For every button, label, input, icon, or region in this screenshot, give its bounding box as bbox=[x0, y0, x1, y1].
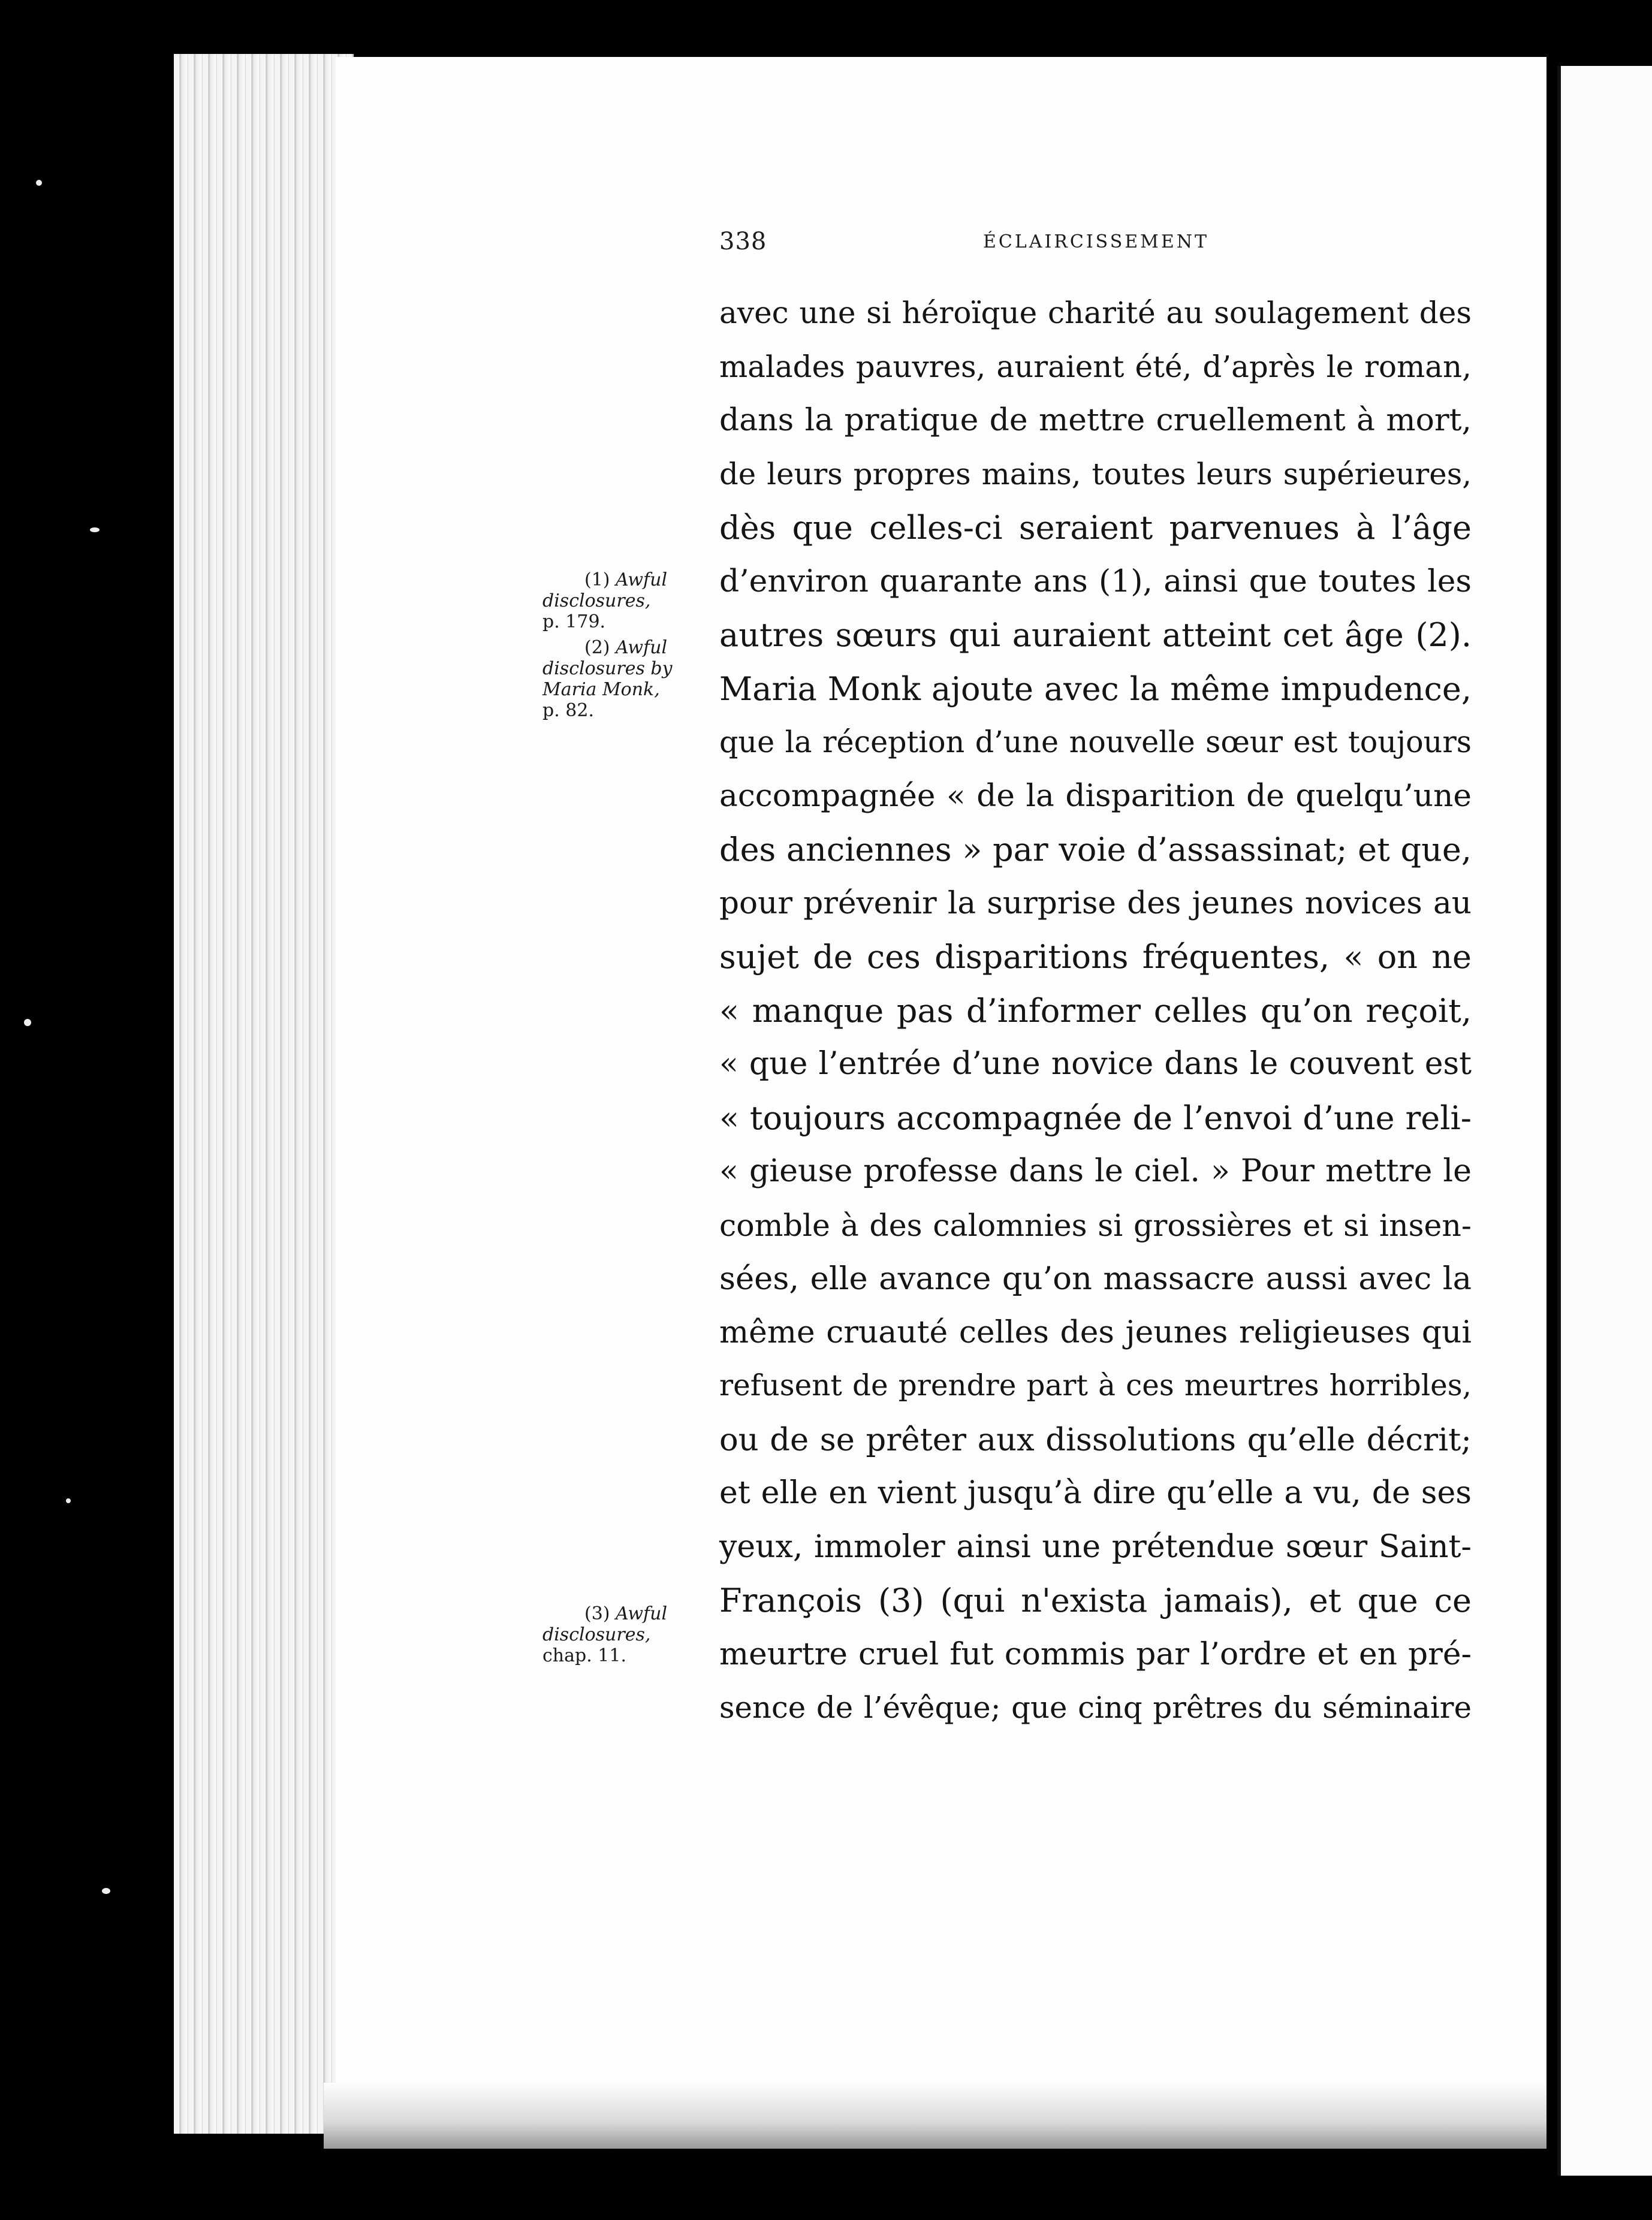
text-line: dans la pratique de mettre cruellement à mort, bbox=[719, 402, 1472, 438]
text-line: accompagnée « de la disparition de quelqu’une bbox=[719, 777, 1472, 814]
text-line: sujet de ces disparitions fréquentes, « on ne bbox=[719, 938, 1472, 976]
dust-speck bbox=[66, 1498, 71, 1503]
note-page-ref: p. 82. bbox=[542, 700, 594, 721]
page-number: 338 bbox=[719, 228, 767, 255]
dust-speck bbox=[24, 1019, 31, 1026]
page-bottom-shadow bbox=[324, 2083, 1547, 2149]
note-marker: (3) bbox=[584, 1603, 610, 1624]
text-line: François (3) (qui n'exista jamais), et que ce bbox=[719, 1582, 1472, 1619]
text-line: des anciennes » par voie d’assassinat; et que, bbox=[719, 831, 1472, 868]
note-author: Maria Monk, bbox=[542, 679, 660, 700]
text-line: avec une si héroïque charité au soulagement des bbox=[719, 295, 1472, 330]
text-line: « toujours accompagnée de l’envoi d’une reli- bbox=[719, 1099, 1472, 1137]
text-line: ou de se prêter aux dissolutions qu’elle décrit; bbox=[719, 1421, 1472, 1458]
side-note-3 bbox=[542, 1603, 716, 1666]
page-header bbox=[719, 228, 1210, 264]
text-line: dès que celles-ci seraient parvenues à l’âge bbox=[719, 509, 1472, 547]
dust-speck bbox=[102, 1888, 110, 1894]
note-title: Awful bbox=[616, 1603, 668, 1624]
text-line: même cruauté celles des jeunes religieuses qui bbox=[719, 1314, 1472, 1350]
running-head: ÉCLAIRCISSEMENT bbox=[983, 231, 1210, 252]
note-marker: (2) bbox=[584, 637, 610, 658]
note-title: Awful bbox=[616, 569, 668, 590]
text-line: et elle en vient jusqu’à dire qu’elle a vu, de ses bbox=[719, 1475, 1472, 1511]
text-line: yeux, immoler ainsi une prétendue sœur Saint- bbox=[719, 1528, 1472, 1565]
note-chapter-ref: chap. 11. bbox=[542, 1645, 626, 1666]
note-title: disclosures by bbox=[542, 658, 673, 679]
text-line: meurtre cruel fut commis par l’ordre et en pré- bbox=[719, 1636, 1472, 1672]
text-line: pour prévenir la surprise des jeunes novices au bbox=[719, 885, 1472, 921]
note-title: disclosures, bbox=[542, 590, 651, 611]
note-title: disclosures, bbox=[542, 1624, 651, 1645]
page-block-fore-edge bbox=[174, 54, 354, 2134]
text-line: de leurs propres mains, toutes leurs supérieures, bbox=[719, 456, 1472, 491]
note-page-ref: p. 179. bbox=[542, 611, 606, 632]
dust-speck bbox=[36, 180, 42, 186]
text-line: sence de l’évêque; que cinq prêtres du séminaire bbox=[719, 1690, 1472, 1725]
text-line: « que l’entrée d’une novice dans le couvent est bbox=[719, 1046, 1472, 1082]
text-line: sées, elle avance qu’on massacre aussi avec la bbox=[719, 1260, 1472, 1297]
facing-page-edge bbox=[1557, 66, 1652, 2176]
side-note-1 bbox=[542, 569, 716, 632]
text-line: refusent de prendre part à ces meurtres horribles, bbox=[719, 1369, 1472, 1402]
side-note-2 bbox=[542, 637, 716, 721]
dust-speck bbox=[90, 527, 100, 532]
text-line: Maria Monk ajoute avec la même impudence, bbox=[719, 669, 1472, 708]
side-notes-top bbox=[542, 569, 716, 726]
text-line: autres sœurs qui auraient atteint cet âge (2). bbox=[719, 616, 1472, 654]
side-notes-bottom bbox=[542, 1603, 716, 1671]
text-line: « manque pas d’informer celles qu’on reçoit, bbox=[719, 991, 1472, 1030]
text-line: que la réception d’une nouvelle sœur est toujours bbox=[719, 725, 1472, 759]
note-marker: (1) bbox=[584, 569, 610, 590]
text-line: comble à des calomnies si grossières et si insen- bbox=[719, 1207, 1472, 1243]
note-title: Awful bbox=[616, 637, 668, 658]
text-line: d’environ quarante ans (1), ainsi que toutes les bbox=[719, 563, 1472, 599]
text-line: « gieuse professe dans le ciel. » Pour mettre le bbox=[719, 1153, 1472, 1189]
body-text bbox=[719, 286, 1472, 1735]
text-line: malades pauvres, auraient été, d’après le roman, bbox=[719, 349, 1472, 384]
